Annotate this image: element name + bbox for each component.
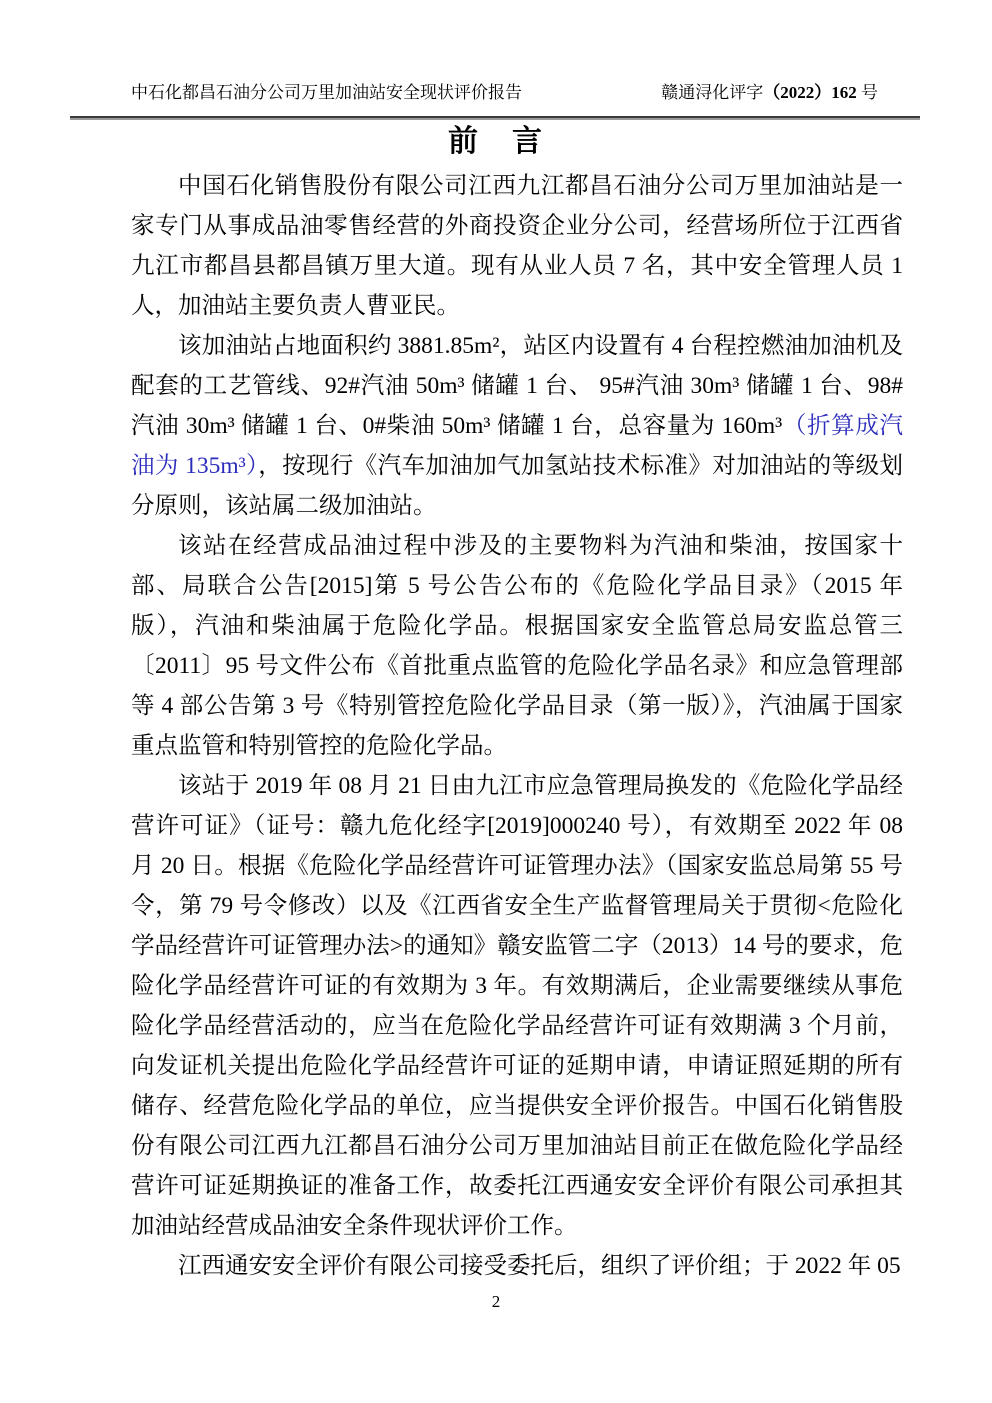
page-header <box>131 82 903 104</box>
doc-number-value: （2022）162 <box>763 83 857 102</box>
paragraph-2-text-end: ，按现行《汽车加油加气加氢站技术标准》对加油站的等级划分原则，该站属二级加油站。 <box>131 453 904 519</box>
paragraph-2 <box>131 326 903 526</box>
doc-number-prefix: 赣通浔化评字 <box>661 83 764 102</box>
paragraph-4: 该站于 2019 年 08 月 21 日由九江市应急管理局换发的《危险化学品经营许可证》（证号：赣九危化经字[2019]000240 号），有效期至 2022 年 08 月 20 日。根据《危险化学品经营许可证管理办法》（国家安监总局第 55 号令，第 79 号令修改）以及《江西省安全生产监督管理局关于贯彻<危险化学品经营许可证管理办法>的通知》赣安监管二字（2013）14 号的要求，危险化学品经营许可证的有效期为 3 年。有效期满后，企业需要继续从事危险化学品经营活动的，应当在危险化学品经营许可证有效期满 3 个月前，向发证机关提出危险化学品经营许可证的延期申请，申请证照延期的所有储存、经营危险化学品的单位，应当提供安全评价报告。中国石化销售股份有限公司江西九江都昌石油分公司万里加油站目前正在做危险化学品经营许可证延期换证的准备工作，故委托江西通安安全评价有限公司承担其加油站经营成品油安全条件现状评价工作。 <box>131 773 903 1239</box>
header-document-number <box>661 82 878 104</box>
page-title: 前 言 <box>448 125 544 158</box>
paragraph-3: 该站在经营成品油过程中涉及的主要物料为汽油和柴油，按国家十部、局联合公告[2015]第 5 号公告公布的《危险化学品目录》（2015 年版），汽油和柴油属于危险化学品。根据国家安全监管总局安监总管三〔2011〕95 号文件公布《首批重点监管的危险化学品名录》和应急管理部等 4 部公告第 3 号《特别管控危险化学品目录（第一版）》，汽油属于国家重点监管和特别管控的危险化学品。 <box>131 533 903 759</box>
header-report-title: 中石化都昌石油分公司万里加油站安全现状评价报告 <box>131 83 522 102</box>
paragraph-2-blue-annotation: （折算成汽油为 135m³） <box>131 413 903 479</box>
paragraph-1: 中国石化销售股份有限公司江西九江都昌石油分公司万里加油站是一家专门从事成品油零售经营的外商投资企业分公司，经营场所位于江西省九江市都昌县都昌镇万里大道。现有从业人员 7 名，其中安全管理人员 1 人，加油站主要负责人曹亚民。 <box>131 173 903 319</box>
document-body <box>131 166 903 1286</box>
page-number: 2 <box>491 1292 501 1311</box>
doc-number-suffix: 号 <box>856 83 878 102</box>
paragraph-5: 江西通安安全评价有限公司接受委托后，组织了评价组；于 2022 年 05 <box>178 1253 901 1279</box>
header-divider-rule <box>70 116 920 120</box>
paragraph-2-text-start: 该加油站占地面积约 3881.85m²，站区内设置有 4 台程控燃油加油机及配套的工艺管线、92#汽油 50m³ 储罐 1 台、 95#汽油 30m³ 储罐 1 台、98#汽油 30m³ 储罐 1 台、0#柴油 50m³ 储罐 1 台，总容量为 160m³ <box>131 333 903 439</box>
